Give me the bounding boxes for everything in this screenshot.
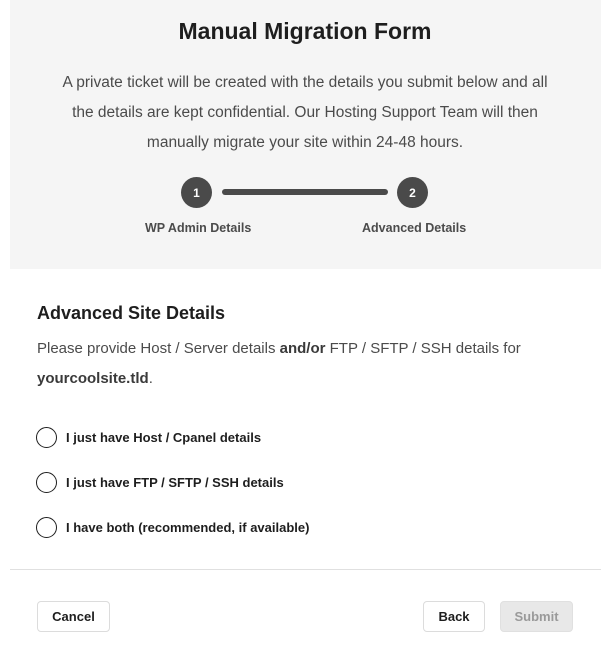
radio-button[interactable]	[36, 517, 57, 538]
page-title: Manual Migration Form	[178, 18, 432, 44]
desc-text-2: FTP / SFTP / SSH details for	[325, 340, 521, 357]
step-2-label: Advanced Details	[362, 221, 467, 235]
radio-button[interactable]	[36, 427, 57, 448]
progress-bar-connector	[222, 189, 388, 195]
cancel-button[interactable]: Cancel	[37, 601, 110, 632]
section-description	[37, 334, 567, 394]
desc-emphasis: and/or	[279, 340, 326, 357]
radio-option-ftp-sftp-ssh[interactable]	[36, 471, 284, 493]
step-1-label: WP Admin Details	[145, 221, 252, 235]
desc-end: .	[148, 370, 153, 387]
radio-label: I have both (recommended, if available)	[66, 519, 310, 535]
section-title: Advanced Site Details	[37, 303, 226, 323]
site-domain: yourcoolsite.tld	[37, 370, 149, 387]
intro-text: A private ticket will be created with the details you submit below and all the details are kept confidential. Our Hosting Support Team will then manually migrate your site within 24-48 hours.	[62, 74, 548, 151]
radio-option-both[interactable]	[36, 516, 309, 538]
step-1-indicator: 1	[181, 177, 212, 208]
submit-button[interactable]: Submit	[500, 601, 573, 632]
back-button[interactable]: Back	[423, 601, 485, 632]
radio-button[interactable]	[36, 472, 57, 493]
step-2-indicator: 2	[397, 177, 428, 208]
footer-divider	[10, 569, 601, 570]
desc-text-1: Please provide Host / Server details	[37, 340, 280, 357]
radio-option-host-cpanel[interactable]	[36, 426, 261, 448]
radio-label: I just have Host / Cpanel details	[66, 429, 262, 445]
radio-label: I just have FTP / SFTP / SSH details	[66, 474, 284, 490]
